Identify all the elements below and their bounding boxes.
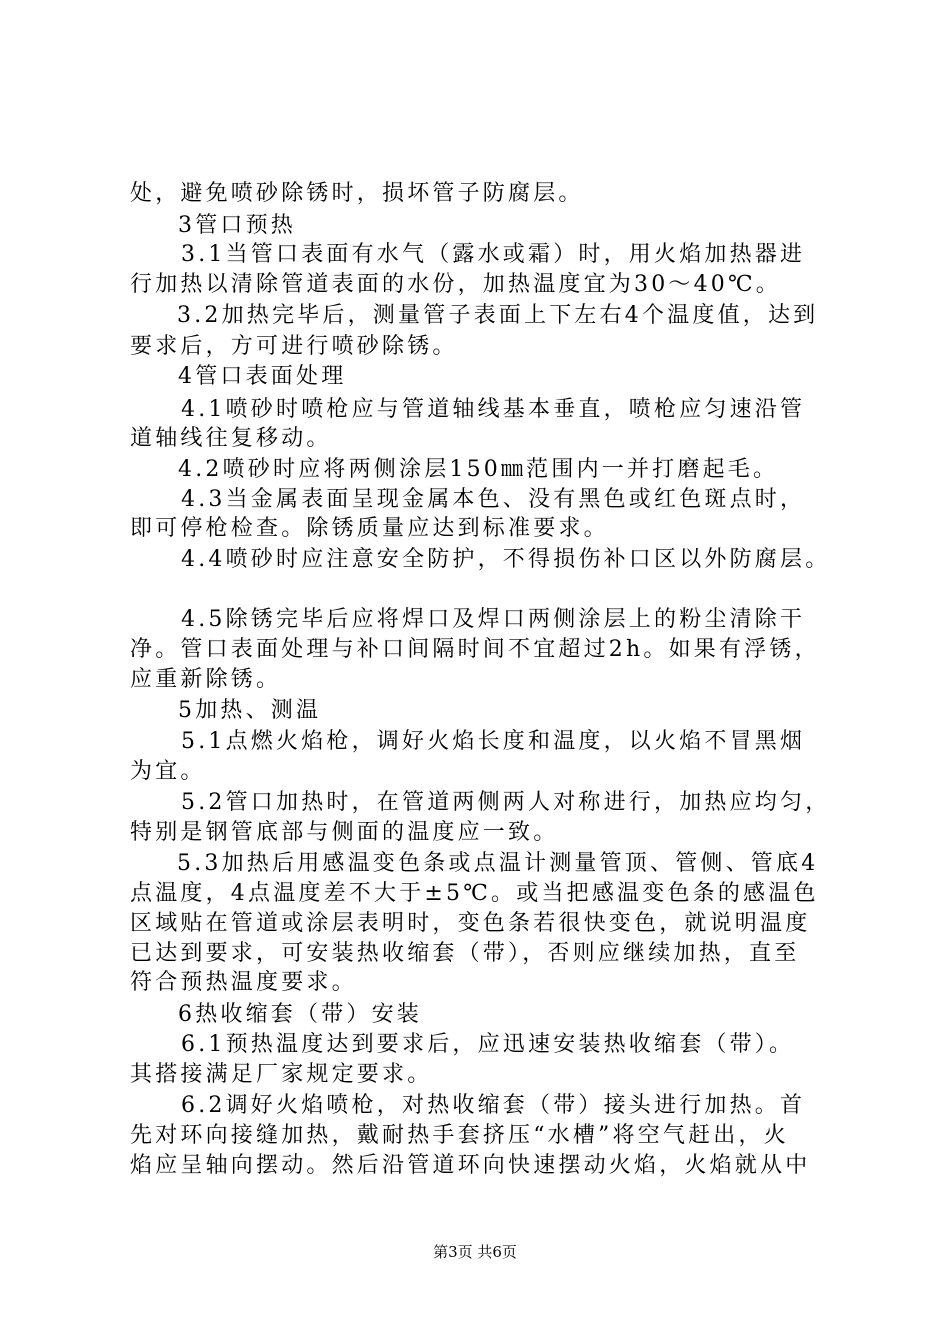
text-line: 4.4喷砂时应注意安全防护，不得损伤补口区以外防腐层。 (181, 547, 831, 572)
text-line: 3.2加热完毕后，测量管子表面上下左右4个温度值，达到 (177, 303, 819, 328)
section-heading: 6热收缩套（带）安装 (178, 1002, 422, 1027)
text-line: 3.1当管口表面有水气（露水或霜）时，用火焰加热器进 (181, 242, 806, 267)
text-line: 应重新除锈。 (130, 667, 282, 692)
page-number-footer: 第3页 共6页 (433, 1243, 517, 1261)
text-line: 6.1预热温度达到要求后，应迅速安装热收缩套（带）。 (181, 1032, 795, 1057)
text-line: 区域贴在管道或涂层表明时，变色条若很快变色，就说明温度 (130, 911, 811, 936)
text-line: 要求后，方可进行喷砂除锈。 (130, 334, 458, 359)
text-line: 行加热以清除管道表面的水份，加热温度宜为30～40℃。 (130, 272, 782, 297)
text-line: 4.2喷砂时应将两侧涂层150㎜范围内一并打磨起毛。 (178, 457, 779, 482)
text-line: 4.3当金属表面呈现金属本色、没有黑色或红色斑点时， (181, 487, 806, 512)
section-heading: 3管口预热 (178, 213, 296, 238)
text-line: 符合预热温度要求。 (130, 970, 357, 995)
text-line: 4.1喷砂时喷枪应与管道轴线基本垂直，喷枪应匀速沿管 (181, 397, 806, 422)
text-line: 即可停枪检查。除锈质量应达到标准要求。 (130, 516, 609, 541)
text-line: 处，避免喷砂除锈时，损坏管子防腐层。 (130, 181, 584, 206)
text-line: 点温度，4点温度差不大于±5℃。或当把感温变色条的感温色 (130, 881, 819, 906)
text-line: 净。管口表面处理与补口间隔时间不宜超过2h。如果有浮锈， (130, 637, 820, 662)
section-heading: 4管口表面处理 (178, 364, 347, 389)
text-line: 特别是钢管底部与侧面的温度应一致。 (130, 820, 559, 845)
text-line: 5.3加热后用感温变色条或点温计测量管顶、管侧、管底4 (177, 851, 819, 876)
text-line: 5.2管口加热时，在管道两侧两人对称进行，加热应均匀， (181, 790, 831, 815)
text-line: 4.5除锈完毕后应将焊口及焊口两侧涂层上的粉尘清除干 (181, 607, 806, 632)
text-line: 焰应呈轴向摆动。然后沿管道环向快速摆动火焰，火焰就从中 (130, 1153, 811, 1178)
text-line: 5.1点燃火焰枪，调好火焰长度和温度，以火焰不冒黑烟 (181, 729, 806, 754)
section-heading: 5加热、测温 (178, 698, 322, 723)
text-line: 6.2调好火焰喷枪，对热收缩套（带）接头进行加热。首 (181, 1093, 806, 1118)
text-line: 已达到要求，可安装热收缩套（带），否则应继续加热，直至 (130, 941, 800, 966)
text-line: 为宜。 (130, 759, 206, 784)
text-line: 道轴线往复移动。 (130, 426, 332, 451)
text-line: 先对环向接缝加热，戴耐热手套挤压“水槽”将空气赶出，火 (130, 1123, 789, 1148)
text-line: 其搭接满足厂家规定要求。 (130, 1062, 433, 1087)
